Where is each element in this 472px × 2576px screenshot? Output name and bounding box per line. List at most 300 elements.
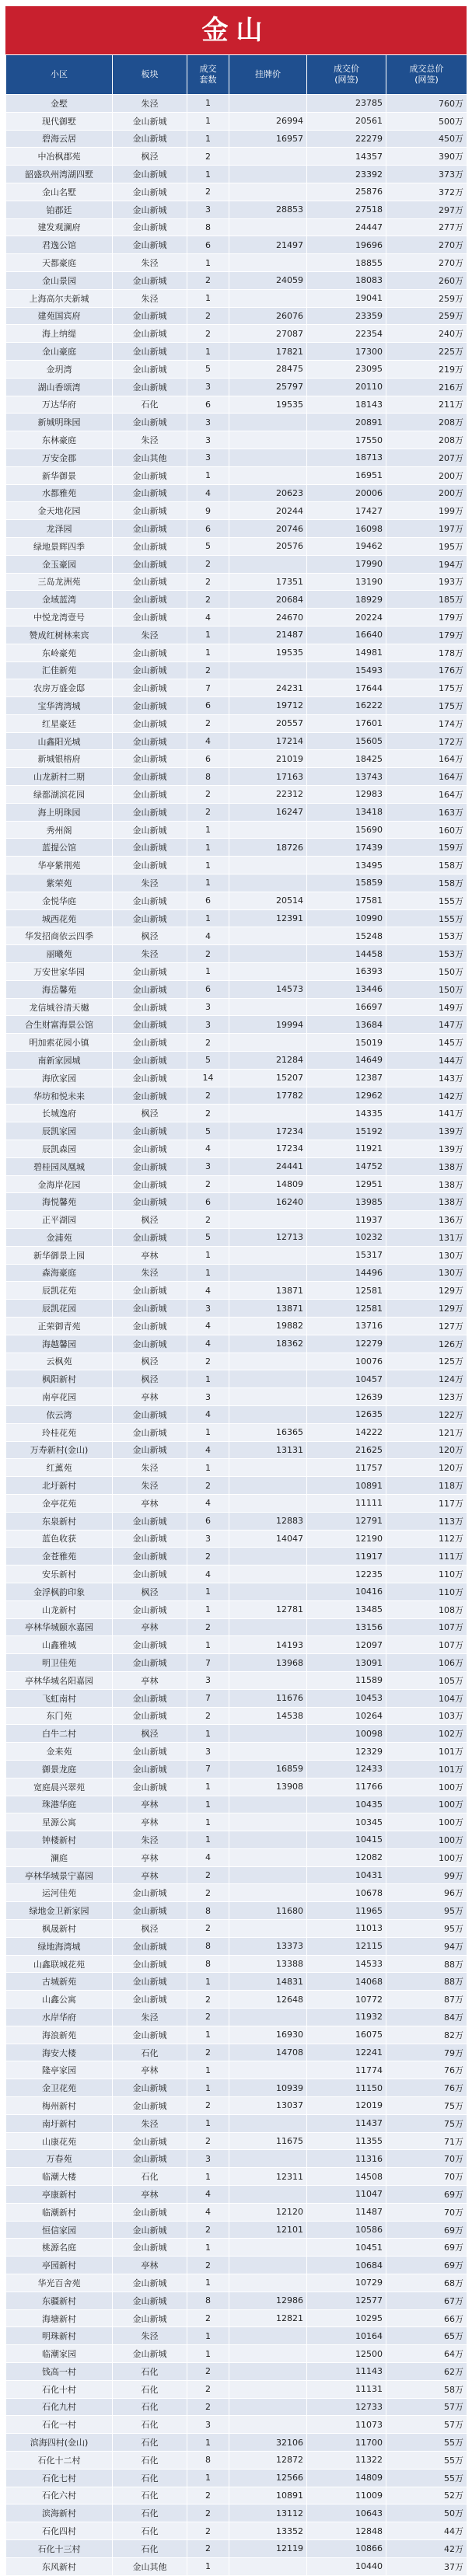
cell-count: 6	[187, 1193, 229, 1211]
cell-deal-price: 12235	[307, 1565, 386, 1583]
table-row	[6, 2168, 467, 2186]
cell-count: 3	[187, 378, 229, 396]
table-row	[6, 343, 467, 361]
cell-block: 金山新城	[113, 1937, 187, 1955]
cell-total-price: 138万	[386, 1175, 467, 1193]
cell-total-price: 207万	[386, 449, 467, 466]
table-row	[6, 945, 467, 963]
cell-block: 金山新城	[113, 130, 187, 148]
table-row	[6, 1211, 467, 1229]
cell-deal-price: 11355	[307, 2132, 386, 2150]
cell-deal-price: 18929	[307, 591, 386, 609]
cell-community: 亭林华城名阳嘉园	[6, 1671, 113, 1689]
cell-block: 金山新城	[113, 1193, 187, 1211]
cell-deal-price: 11150	[307, 2079, 386, 2097]
cell-listing-price: 13871	[229, 1300, 307, 1318]
cell-community: 辰凯家园	[6, 1122, 113, 1140]
table-row	[6, 1565, 467, 1583]
cell-block: 金山新城	[113, 1229, 187, 1247]
cell-deal-price: 16640	[307, 626, 386, 644]
cell-count: 2	[187, 2221, 229, 2239]
cell-block: 金山新城	[113, 307, 187, 325]
cell-deal-price: 23785	[307, 95, 386, 113]
cell-count: 8	[187, 1955, 229, 1973]
cell-community: 森海豪庭	[6, 1264, 113, 1282]
cell-total-price: 110万	[386, 1565, 467, 1583]
cell-listing-price: 10891	[229, 2487, 307, 2504]
cell-community: 建发观澜府	[6, 218, 113, 236]
cell-total-price: 110万	[386, 1583, 467, 1600]
cell-community: 珠港华庭	[6, 1796, 113, 1813]
cell-total-price: 76万	[386, 2079, 467, 2097]
cell-listing-price	[229, 1725, 307, 1743]
cell-count: 1	[187, 466, 229, 484]
cell-total-price: 197万	[386, 520, 467, 538]
cell-count: 7	[187, 1689, 229, 1707]
cell-community: 海上纳缇	[6, 325, 113, 343]
col-header-listing: 挂牌价	[229, 55, 307, 95]
cell-count: 2	[187, 1477, 229, 1495]
cell-count: 1	[187, 343, 229, 361]
cell-deal-price: 25876	[307, 183, 386, 201]
cell-listing-price: 12391	[229, 909, 307, 927]
cell-count: 3	[187, 449, 229, 466]
cell-count: 1	[187, 909, 229, 927]
cell-deal-price: 11589	[307, 1671, 386, 1689]
cell-deal-price: 17644	[307, 679, 386, 697]
cell-block: 金山新城	[113, 537, 187, 555]
cell-count: 1	[187, 112, 229, 130]
cell-listing-price: 12566	[229, 2469, 307, 2487]
cell-community: 汇佳新苑	[6, 661, 113, 679]
cell-listing-price: 10939	[229, 2079, 307, 2097]
cell-community: 华坊和悦未来	[6, 1087, 113, 1105]
cell-listing-price	[229, 2363, 307, 2381]
cell-listing-price: 13037	[229, 2097, 307, 2115]
cell-count: 3	[187, 998, 229, 1016]
cell-count: 8	[187, 2451, 229, 2469]
cell-block: 石化	[113, 2380, 187, 2398]
cell-count: 3	[187, 1157, 229, 1175]
cell-community: 新城明珠园	[6, 414, 113, 431]
cell-deal-price: 11316	[307, 2150, 386, 2168]
cell-block: 金山新城	[113, 2203, 187, 2221]
cell-total-price: 69万	[386, 2186, 467, 2204]
table-row	[6, 2097, 467, 2115]
cell-deal-price: 15690	[307, 821, 386, 839]
cell-count: 6	[187, 396, 229, 414]
cell-count: 5	[187, 1122, 229, 1140]
table-row	[6, 626, 467, 644]
cell-listing-price: 17234	[229, 1140, 307, 1158]
cell-community: 亭林华城颐水嘉园	[6, 1618, 113, 1636]
cell-deal-price: 10684	[307, 2257, 386, 2274]
cell-listing-price	[229, 998, 307, 1016]
cell-block: 朱泾	[113, 289, 187, 307]
cell-listing-price: 28853	[229, 201, 307, 218]
cell-community: 金亭花苑	[6, 1494, 113, 1512]
cell-deal-price: 11437	[307, 2114, 386, 2132]
table-row	[6, 2150, 467, 2168]
cell-total-price: 195万	[386, 537, 467, 555]
cell-deal-price: 19696	[307, 236, 386, 254]
table-row	[6, 1671, 467, 1689]
cell-count: 1	[187, 2061, 229, 2079]
table-row	[6, 1618, 467, 1636]
cell-count: 2	[187, 2097, 229, 2115]
cell-listing-price	[229, 466, 307, 484]
cell-count: 4	[187, 1494, 229, 1512]
cell-community: 正荣御青苑	[6, 1317, 113, 1335]
cell-count: 2	[187, 1353, 229, 1370]
cell-total-price: 100万	[386, 1813, 467, 1831]
cell-community: 建苑国宾府	[6, 307, 113, 325]
cell-block: 金山新城	[113, 1991, 187, 2009]
cell-count: 4	[187, 732, 229, 750]
cell-deal-price: 22354	[307, 325, 386, 343]
cell-count: 1	[187, 254, 229, 272]
cell-deal-price: 13743	[307, 768, 386, 786]
table-row	[6, 2079, 467, 2097]
cell-count: 4	[187, 1405, 229, 1423]
cell-community: 华发招商依云四季	[6, 927, 113, 945]
cell-community: 秀州阁	[6, 821, 113, 839]
table-row	[6, 2345, 467, 2363]
table-row	[6, 714, 467, 732]
cell-community: 金浦苑	[6, 1229, 113, 1247]
table-row	[6, 466, 467, 484]
cell-block: 金山新城	[113, 892, 187, 909]
cell-listing-price	[229, 857, 307, 874]
cell-block: 金山新城	[113, 1530, 187, 1548]
cell-block: 朱泾	[113, 945, 187, 963]
cell-block: 金山新城	[113, 1654, 187, 1672]
cell-deal-price: 10232	[307, 1229, 386, 1247]
cell-listing-price: 14573	[229, 980, 307, 998]
cell-community: 山龙新村二期	[6, 768, 113, 786]
cell-listing-price: 20623	[229, 484, 307, 502]
cell-community: 东岭豪苑	[6, 644, 113, 661]
cell-listing-price	[229, 2257, 307, 2274]
table-row	[6, 254, 467, 272]
cell-community: 海欣家园	[6, 1069, 113, 1087]
cell-community: 隆亭家园	[6, 2061, 113, 2079]
cell-block: 金山新城	[113, 1317, 187, 1335]
cell-listing-price	[229, 1920, 307, 1938]
cell-count: 9	[187, 502, 229, 520]
cell-community: 碧海云居	[6, 130, 113, 148]
cell-count: 1	[187, 626, 229, 644]
cell-count: 2	[187, 1618, 229, 1636]
cell-deal-price: 17990	[307, 555, 386, 573]
cell-listing-price: 12986	[229, 2292, 307, 2309]
cell-listing-price	[229, 874, 307, 892]
cell-total-price: 172万	[386, 732, 467, 750]
cell-total-price: 164万	[386, 786, 467, 804]
cell-deal-price: 10891	[307, 1477, 386, 1495]
cell-community: 农房万盛金邸	[6, 679, 113, 697]
cell-community: 金卫花苑	[6, 2079, 113, 2097]
table-row	[6, 1157, 467, 1175]
cell-block: 金山新城	[113, 679, 187, 697]
cell-deal-price: 23095	[307, 360, 386, 378]
cell-count: 2	[187, 2539, 229, 2557]
cell-total-price: 145万	[386, 1034, 467, 1052]
cell-block: 金山新城	[113, 1743, 187, 1761]
cell-total-price: 88万	[386, 1955, 467, 1973]
cell-total-price: 55万	[386, 2451, 467, 2469]
cell-community: 绿地金卫新家园	[6, 1902, 113, 1920]
cell-count: 2	[187, 1105, 229, 1122]
cell-total-price: 96万	[386, 1884, 467, 1902]
cell-block: 金山新城	[113, 980, 187, 998]
cell-listing-price: 28475	[229, 360, 307, 378]
table-row	[6, 1317, 467, 1335]
cell-community: 石化十三村	[6, 2539, 113, 2557]
cell-deal-price: 24447	[307, 218, 386, 236]
cell-block: 亭林	[113, 1494, 187, 1512]
cell-total-price: 185万	[386, 591, 467, 609]
cell-total-price: 66万	[386, 2309, 467, 2327]
cell-block: 金山新城	[113, 1016, 187, 1034]
table-row	[6, 1973, 467, 1991]
cell-community: 运河佳苑	[6, 1884, 113, 1902]
cell-count: 2	[187, 2380, 229, 2398]
cell-total-price: 120万	[386, 1441, 467, 1459]
cell-count: 2	[187, 591, 229, 609]
cell-deal-price: 11013	[307, 1920, 386, 1938]
cell-block: 朱泾	[113, 874, 187, 892]
cell-community: 山龙新村	[6, 1600, 113, 1618]
cell-total-price: 58万	[386, 2380, 467, 2398]
cell-total-price: 176万	[386, 661, 467, 679]
cell-community: 金苍雅苑	[6, 1548, 113, 1565]
cell-community: 海岳馨苑	[6, 980, 113, 998]
cell-community: 玲桂花苑	[6, 1423, 113, 1441]
cell-block: 金山新城	[113, 325, 187, 343]
cell-count: 4	[187, 1317, 229, 1335]
cell-count: 2	[187, 2309, 229, 2327]
cell-deal-price: 14533	[307, 1955, 386, 1973]
cell-total-price: 150万	[386, 980, 467, 998]
cell-deal-price: 13156	[307, 1618, 386, 1636]
cell-total-price: 139万	[386, 1140, 467, 1158]
cell-listing-price	[229, 2061, 307, 2079]
cell-community: 海越馨园	[6, 1335, 113, 1353]
cell-deal-price: 10678	[307, 1884, 386, 1902]
cell-block: 石化	[113, 2044, 187, 2061]
table-row	[6, 1105, 467, 1122]
cell-total-price: 88万	[386, 1973, 467, 1991]
cell-listing-price	[229, 1583, 307, 1600]
cell-count: 2	[187, 271, 229, 289]
cell-community: 石化四村	[6, 2522, 113, 2540]
cell-block: 金山新城	[113, 697, 187, 715]
cell-listing-price	[229, 2239, 307, 2257]
table-row	[6, 502, 467, 520]
table-row	[6, 112, 467, 130]
cell-community: 韶盛玖州湾湖四墅	[6, 166, 113, 183]
cell-community: 海安大楼	[6, 2044, 113, 2061]
cell-total-price: 259万	[386, 307, 467, 325]
cell-deal-price: 12329	[307, 1743, 386, 1761]
cell-block: 枫泾	[113, 1583, 187, 1600]
cell-count: 14	[187, 1069, 229, 1087]
cell-listing-price: 18362	[229, 1335, 307, 1353]
cell-count: 2	[187, 2363, 229, 2381]
table-row	[6, 1477, 467, 1495]
cell-total-price: 149万	[386, 998, 467, 1016]
cell-deal-price: 13684	[307, 1016, 386, 1034]
cell-count: 1	[187, 289, 229, 307]
cell-deal-price: 14068	[307, 1973, 386, 1991]
cell-community: 南圩新村	[6, 2114, 113, 2132]
cell-community: 万安金郡	[6, 449, 113, 466]
cell-deal-price: 14496	[307, 1264, 386, 1282]
table-row	[6, 1848, 467, 1866]
cell-block: 石化	[113, 2434, 187, 2452]
cell-count: 1	[187, 1246, 229, 1264]
cell-community: 海悦馨苑	[6, 1193, 113, 1211]
cell-block: 金山新城	[113, 1405, 187, 1423]
cell-listing-price	[229, 1246, 307, 1264]
cell-total-price: 164万	[386, 768, 467, 786]
cell-listing-price	[229, 661, 307, 679]
cell-block: 金山新城	[113, 1300, 187, 1318]
cell-block: 亭林	[113, 2186, 187, 2204]
cell-community: 古城新苑	[6, 1973, 113, 1991]
table-row	[6, 2309, 467, 2327]
table-row	[6, 1193, 467, 1211]
cell-deal-price: 18713	[307, 449, 386, 466]
cell-community: 龙信城谷清天樾	[6, 998, 113, 1016]
cell-count: 2	[187, 1991, 229, 2009]
cell-count: 1	[187, 2168, 229, 2186]
cell-total-price: 82万	[386, 2026, 467, 2044]
cell-listing-price: 11675	[229, 2132, 307, 2150]
cell-listing-price	[229, 289, 307, 307]
cell-block: 石化	[113, 2416, 187, 2434]
cell-block: 石化	[113, 2539, 187, 2557]
cell-total-price: 71万	[386, 2132, 467, 2150]
cell-deal-price: 17427	[307, 502, 386, 520]
cell-count: 2	[187, 1548, 229, 1565]
cell-count: 1	[187, 644, 229, 661]
cell-count: 2	[187, 1034, 229, 1052]
cell-listing-price: 13352	[229, 2522, 307, 2540]
cell-total-price: 84万	[386, 2009, 467, 2026]
cell-listing-price: 12101	[229, 2221, 307, 2239]
cell-count: 1	[187, 166, 229, 183]
cell-total-price: 129万	[386, 1300, 467, 1318]
cell-total-price: 199万	[386, 502, 467, 520]
cell-listing-price	[229, 218, 307, 236]
cell-community: 明加索花园小镇	[6, 1034, 113, 1052]
cell-block: 金山新城	[113, 1087, 187, 1105]
table-row	[6, 2274, 467, 2292]
table-row	[6, 201, 467, 218]
cell-count: 4	[187, 1441, 229, 1459]
table-row	[6, 1140, 467, 1158]
cell-listing-price: 27087	[229, 325, 307, 343]
cell-block: 金山新城	[113, 998, 187, 1016]
cell-deal-price: 13418	[307, 803, 386, 821]
cell-deal-price: 14981	[307, 644, 386, 661]
cell-count: 6	[187, 697, 229, 715]
cell-listing-price	[229, 1477, 307, 1495]
cell-listing-price	[229, 95, 307, 113]
cell-community: 亭林华城景宁嘉园	[6, 1866, 113, 1884]
cell-total-price: 57万	[386, 2416, 467, 2434]
table-row	[6, 1264, 467, 1282]
cell-listing-price	[229, 1494, 307, 1512]
table-row	[6, 1866, 467, 1884]
cell-count: 6	[187, 1512, 229, 1530]
cell-total-price: 44万	[386, 2522, 467, 2540]
cell-deal-price: 19462	[307, 537, 386, 555]
cell-deal-price: 18083	[307, 271, 386, 289]
cell-deal-price: 13446	[307, 980, 386, 998]
cell-block: 亭林	[113, 1671, 187, 1689]
cell-deal-price: 10990	[307, 909, 386, 927]
cell-total-price: 79万	[386, 2044, 467, 2061]
cell-total-price: 69万	[386, 2239, 467, 2257]
cell-deal-price: 17601	[307, 714, 386, 732]
cell-community: 中悦龙湾壹号	[6, 609, 113, 627]
cell-community: 龙泽园	[6, 520, 113, 538]
cell-deal-price: 13985	[307, 1193, 386, 1211]
cell-count: 2	[187, 803, 229, 821]
cell-block: 朱泾	[113, 431, 187, 449]
cell-listing-price: 13968	[229, 1654, 307, 1672]
cell-total-price: 240万	[386, 325, 467, 343]
cell-block: 金山新城	[113, 1548, 187, 1565]
cell-deal-price: 14752	[307, 1157, 386, 1175]
cell-deal-price: 14508	[307, 2168, 386, 2186]
cell-deal-price: 10345	[307, 1813, 386, 1831]
cell-total-price: 129万	[386, 1282, 467, 1300]
cell-block: 石化	[113, 2451, 187, 2469]
cell-count: 2	[187, 2132, 229, 2150]
cell-total-price: 76万	[386, 2061, 467, 2079]
cell-community: 宝华湾湾城	[6, 697, 113, 715]
cell-deal-price: 11487	[307, 2203, 386, 2221]
table-row	[6, 449, 467, 466]
table-row	[6, 130, 467, 148]
table-row	[6, 679, 467, 697]
cell-block: 金山新城	[113, 343, 187, 361]
cell-deal-price: 20561	[307, 112, 386, 130]
cell-deal-price: 10415	[307, 1831, 386, 1849]
cell-listing-price	[229, 1405, 307, 1423]
cell-total-price: 143万	[386, 1069, 467, 1087]
cell-deal-price: 10416	[307, 1583, 386, 1600]
cell-deal-price: 12387	[307, 1069, 386, 1087]
cell-deal-price: 11774	[307, 2061, 386, 2079]
cell-total-price: 153万	[386, 927, 467, 945]
table-row	[6, 307, 467, 325]
cell-deal-price: 20224	[307, 609, 386, 627]
cell-listing-price: 24231	[229, 679, 307, 697]
cell-community: 临潮新村	[6, 2203, 113, 2221]
cell-block: 金山新城	[113, 484, 187, 502]
cell-total-price: 123万	[386, 1388, 467, 1406]
cell-deal-price: 10451	[307, 2239, 386, 2257]
cell-community: 南亭花园	[6, 1388, 113, 1406]
cell-total-price: 100万	[386, 1778, 467, 1796]
cell-deal-price: 12962	[307, 1087, 386, 1105]
cell-deal-price: 14222	[307, 1423, 386, 1441]
